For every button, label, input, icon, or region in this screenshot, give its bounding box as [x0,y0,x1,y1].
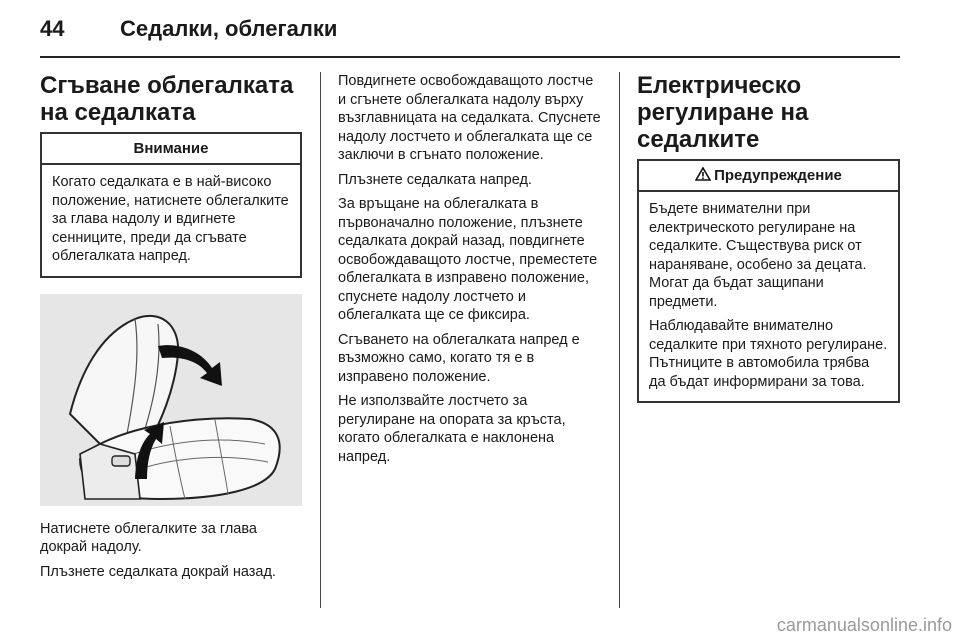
instruction-slide-forward: Плъзнете седалката напред. [338,171,532,188]
header-rule [40,56,900,58]
column-2 [338,72,603,472]
chapter-title: Седалки, облегалки [120,16,338,41]
notice-label: Внимание [42,134,300,165]
instruction-lift-lever: Повдигнете освобождаващото лостче и сгънете облегалката надолу върху възглавницата на седалката. Спуснете надолу лостчето и облегалката ще се заключи в сгънато положение. [338,73,601,163]
note-lumbar-lever: Не използвайте лостчето за регулиране на опората за кръста, когато облегалката е наклонена напред. [338,393,566,465]
instruction-return-backrest: За връщане на облегалката в първоначално положение, плъзнете седалката докрай назад, повдигнете освобождаващото лостче, преместете облегалката в изправено положение, спуснете надолу лостчето и облегалката ще се фиксира. [338,196,598,323]
page-number: 44 [40,16,65,41]
warning-header [639,161,898,192]
section-title-electric: Електрическо регулиране на седалките [637,72,809,153]
instruction-headrests: Натиснете облегалките за глава докрай надолу. [40,520,257,555]
warning-box [637,159,900,403]
column-3 [637,72,900,403]
notice-box [40,132,302,278]
warning-text-1: Бъдете внимателни при електрическото регулиране на седалките. Съществува риск от нараняване, особено за децата. Могат да бъдат защипани предмети. [649,201,867,310]
warning-label: Предупреждение [714,167,842,184]
note-upright-only: Сгъването на облегалката напред е възможно само, когато тя е в изправено положение. [338,331,580,385]
seat-illustration-graphic [40,294,302,506]
column-divider-2 [619,72,620,608]
column-divider-1 [320,72,321,608]
column-1 [40,72,302,587]
seat-folding-illustration [40,294,302,506]
warning-triangle-icon [695,167,711,181]
notice-text: Когато седалката е в най-високо положение, натиснете облегалките за глава надолу и вдигнете сенниците, преди да сгъвате облегалката напред. [52,174,289,264]
page-header [40,16,900,46]
warning-text-2: Наблюдавайте внимателно седалките при тяхното регулиране. Пътниците в автомобила трябва да бъдат информирани за това. [649,318,888,390]
instruction-slide-back: Плъзнете седалката докрай назад. [40,563,276,580]
section-title-folding: Сгъване облегалката на седалката [40,72,294,126]
watermark: carmanualsonline.info [776,615,952,635]
